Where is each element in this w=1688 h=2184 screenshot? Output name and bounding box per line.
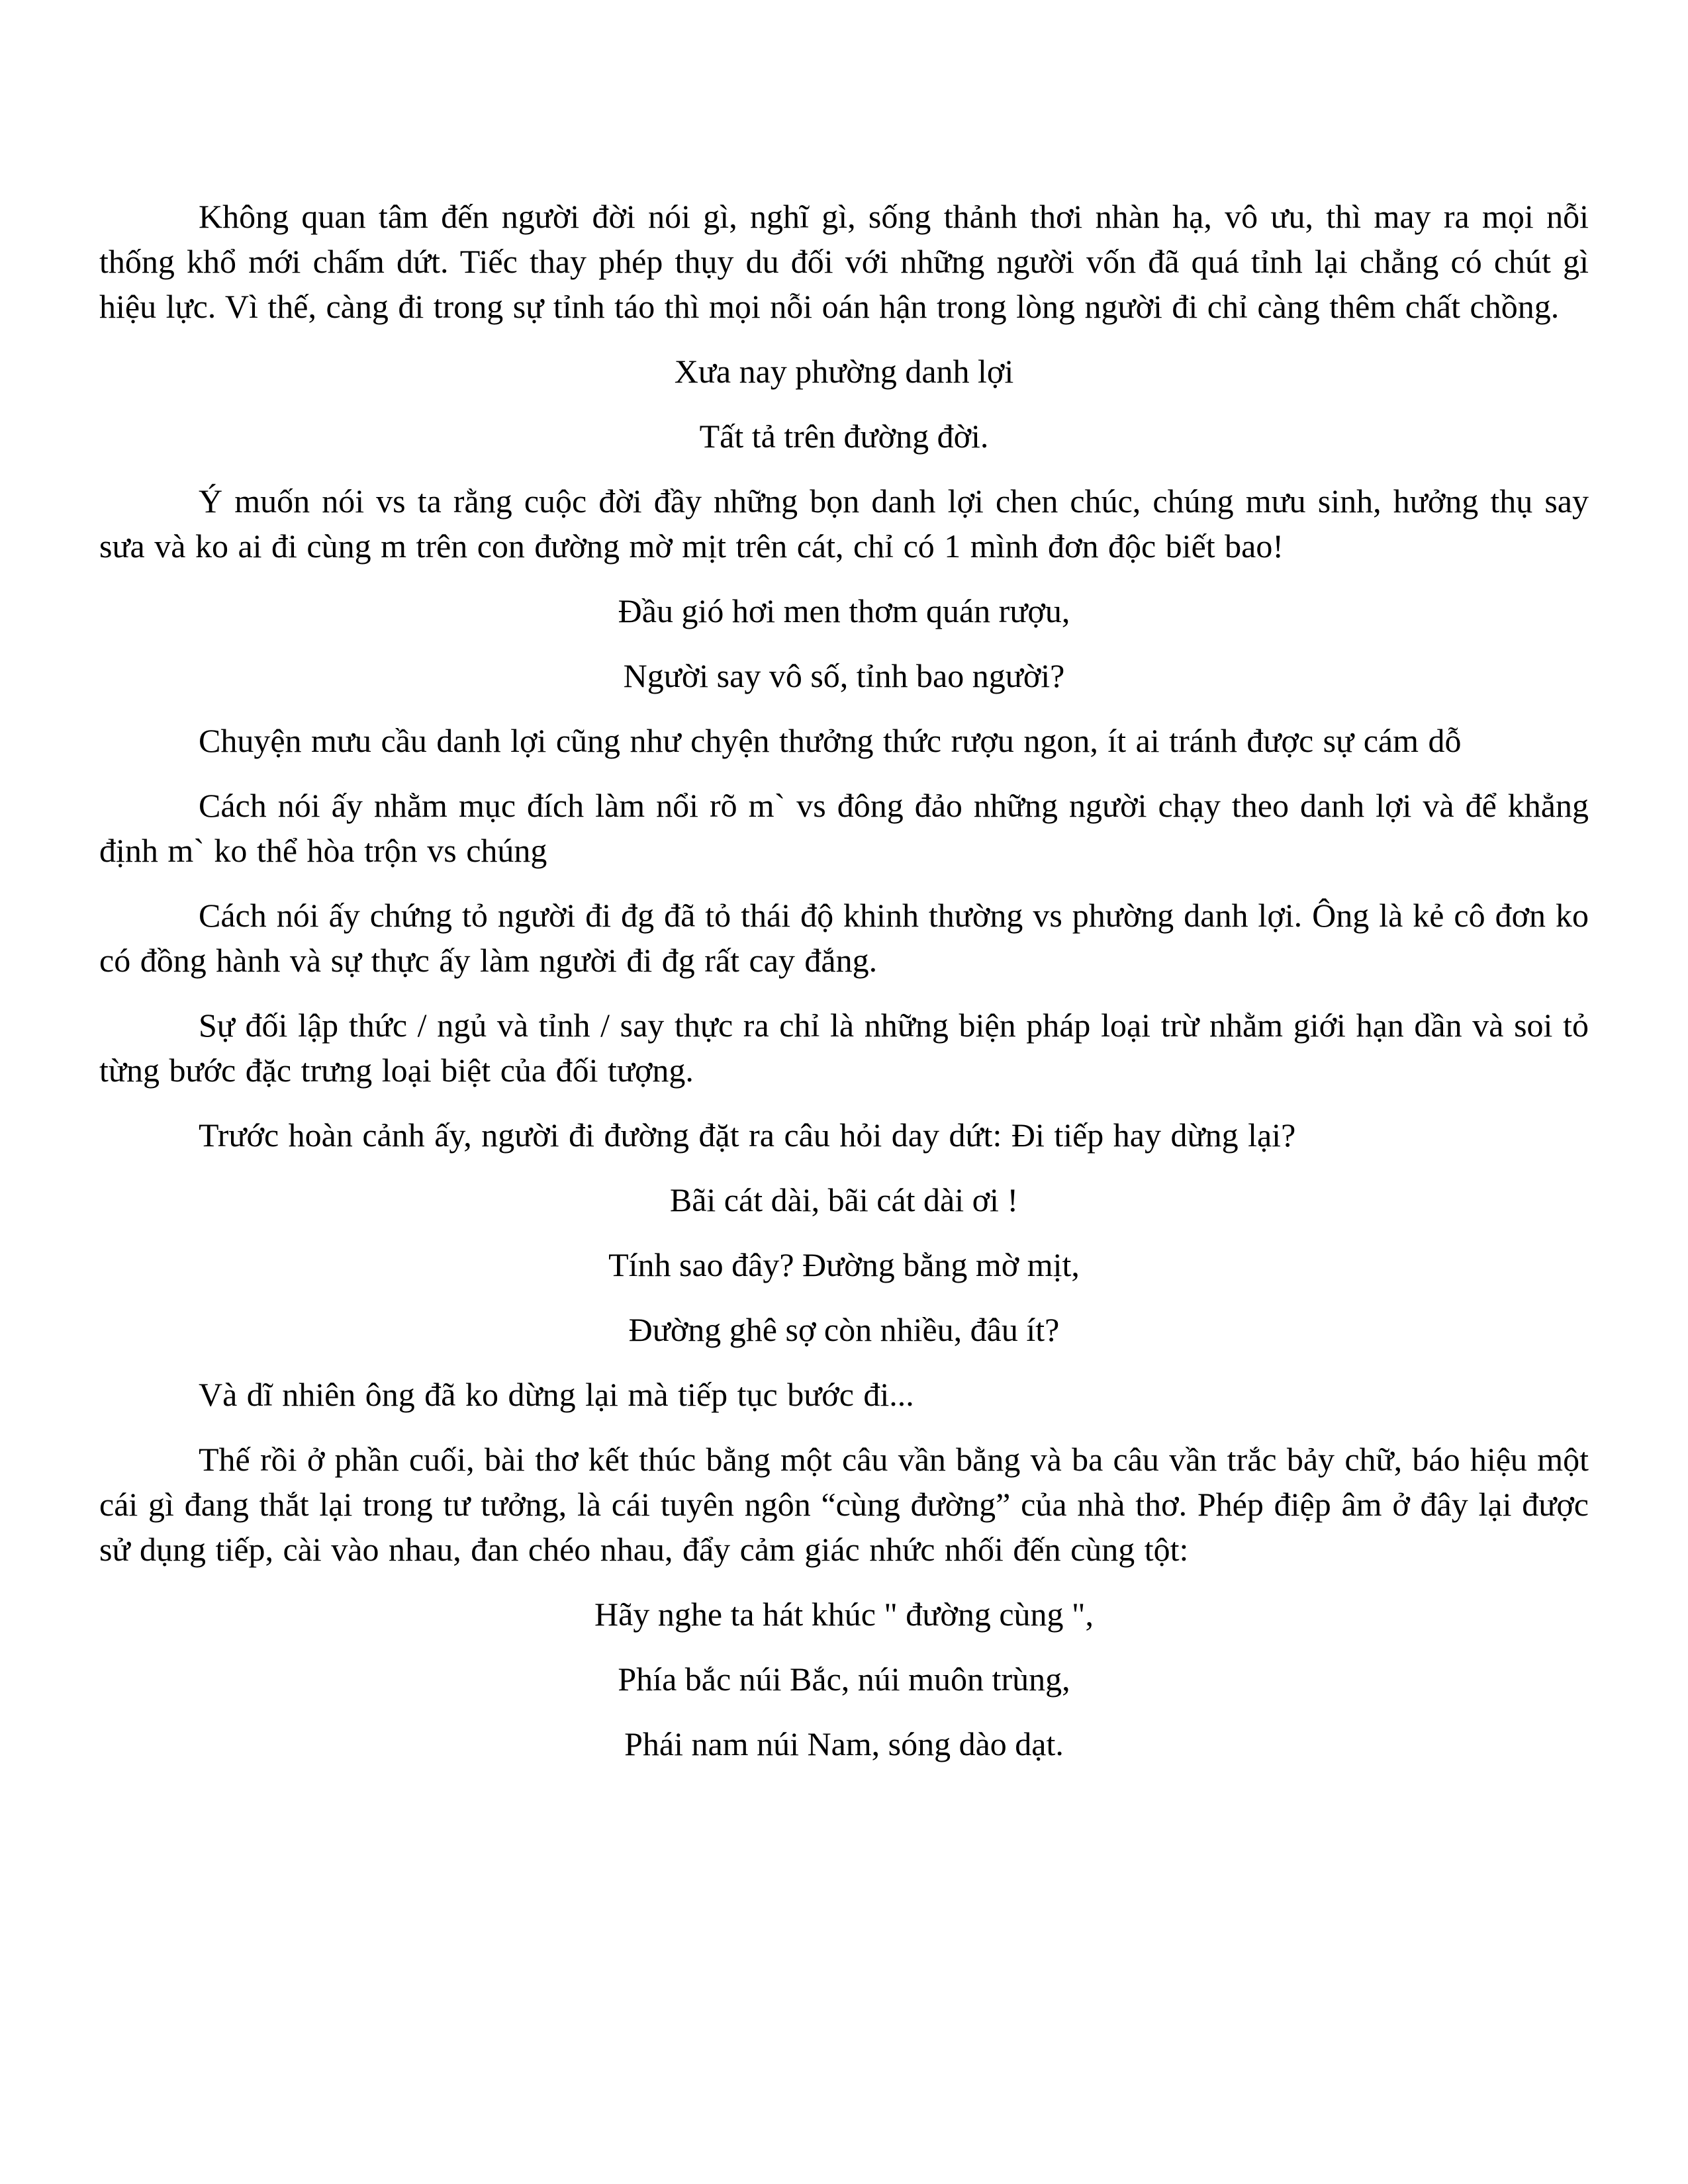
paragraph: Trước hoàn cảnh ấy, người đi đường đặt ra câu hỏi day dứt: Đi tiếp hay dừng lại? <box>199 1116 1296 1154</box>
verse-line: Đầu gió hơi men thơm quán rượu, <box>618 592 1070 629</box>
paragraph: Không quan tâm đến người đời nói gì, nghĩ gì, sống thảnh thơi nhàn hạ, vô ưu, thì may ra mọi nỗi thống khổ mới chấm dứt. Tiếc thay phép thụy du đối với những người vốn đã quá tỉnh lại chẳng có chút gì hiệu lực. Vì thế, càng đi trong sự tỉnh táo thì mọi nỗi oán hận trong lòng người đi chỉ càng thêm chất chồng. <box>99 198 1589 325</box>
verse-line: Phái nam núi Nam, sóng dào dạt. <box>624 1725 1064 1762</box>
verse-line: Người say vô số, tỉnh bao người? <box>623 657 1065 694</box>
paragraph: Thế rồi ở phần cuối, bài thơ kết thúc bằng một câu vần bằng và ba câu vần trắc bảy chữ, báo hiệu một cái gì đang thắt lại trong tư tưởng, là cái tuyên ngôn “cùng đường” của nhà thơ. Phép điệp âm ở đây lại được sử dụng tiếp, cài vào nhau, đan chéo nhau, đẩy cảm giác nhức nhối đến cùng tột: <box>99 1441 1589 1568</box>
verse-line: Hãy nghe ta hát khúc " đường cùng ", <box>594 1596 1094 1633</box>
paragraph: Và dĩ nhiên ông đã ko dừng lại mà tiếp tục bước đi... <box>199 1376 914 1413</box>
verse-line: Tính sao đây? Đường bằng mờ mịt, <box>608 1246 1080 1283</box>
verse-line: Đường ghê sợ còn nhiều, đâu ít? <box>628 1311 1060 1348</box>
verse-line: Phía bắc núi Bắc, núi muôn trùng, <box>618 1661 1070 1698</box>
verse-line: Bãi cát dài, bãi cát dài ơi ! <box>669 1181 1019 1218</box>
paragraph: Chuyện mưu cầu danh lợi cũng như chyện thưởng thức rượu ngon, ít ai tránh được sự cám dỗ <box>199 722 1462 759</box>
verse-line: Tất tả trên đường đời. <box>699 418 989 455</box>
verse-line: Xưa nay phường danh lợi <box>674 353 1014 390</box>
paragraph: Cách nói ấy chứng tỏ người đi đg đã tỏ thái độ khinh thường vs phường danh lợi. Ông là kẻ cô đơn ko có đồng hành và sự thực ấy làm người đi đg rất cay đắng. <box>99 897 1589 979</box>
paragraph: Ý muốn nói vs ta rằng cuộc đời đầy những bọn danh lợi chen chúc, chúng mưu sinh, hưởng thụ say sưa và ko ai đi cùng m trên con đường mờ mịt trên cát, chỉ có 1 mình đơn độc biết bao! <box>99 482 1589 565</box>
paragraph: Cách nói ấy nhằm mục đích làm nổi rõ m` vs đông đảo những người chạy theo danh lợi và để khẳng định m` ko thể hòa trộn vs chúng <box>99 787 1589 869</box>
paragraph: Sự đối lập thức / ngủ và tỉnh / say thực ra chỉ là những biện pháp loại trừ nhằm giới hạn dần và soi tỏ từng bước đặc trưng loại biệt của đối tượng. <box>99 1007 1589 1089</box>
